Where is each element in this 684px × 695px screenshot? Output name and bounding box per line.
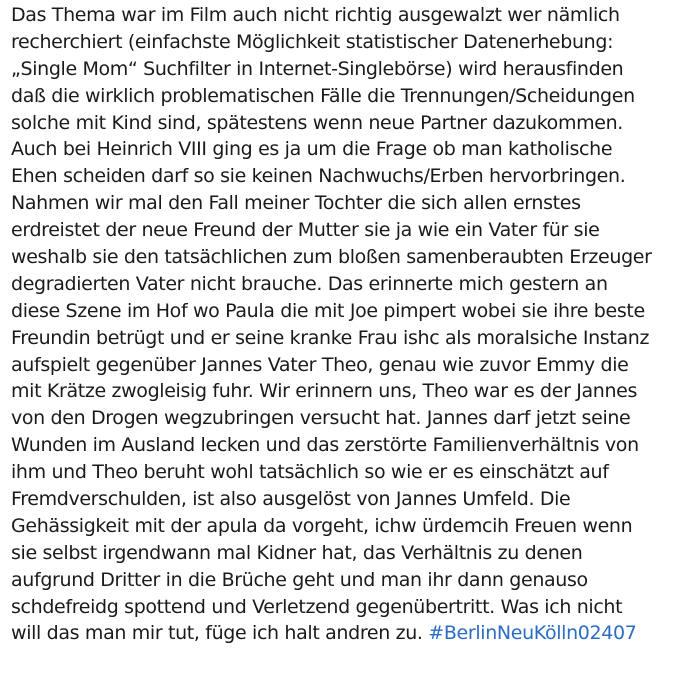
text-line: solche mit Kind sind, spätestens wenn neue Partner dazukommen. — [11, 111, 623, 134]
text-line: degradierten Vater nicht brauche. Das erinnerte mich gestern an — [11, 272, 608, 295]
text-line: aufgrund Dritter in die Brüche geht und man ihr dann genauso — [11, 568, 588, 591]
text-line: von den Drogen wegzubringen versucht hat. Jannes darf jetzt seine — [11, 407, 631, 430]
text-line: weshalb sie den tatsächlichen zum bloßen samenberaubten Erzeuger — [11, 246, 652, 269]
last-line-text: will das man mir tut, füge ich halt andren zu. — [11, 622, 429, 645]
text-line: diese Szene im Hof wo Paula die mit Joe pimpert wobei sie ihre beste — [11, 299, 645, 322]
text-line: ihm und Theo beruht wohl tatsächlich so wie er es einschätzt auf — [11, 461, 609, 484]
text-line: aufspielt gegenüber Jannes Vater Theo, genau wie zuvor Emmy die — [11, 353, 629, 376]
text-line: Das Thema war im Film auch nicht richtig ausgewalzt wer nämlich — [11, 4, 620, 26]
text-line: schdefreidg spottend und Verletzend gegenübertritt. Was ich nicht — [11, 595, 623, 618]
text-line: Ehen scheiden darf so sie keinen Nachwuchs/Erben hervorbringen. — [11, 165, 626, 188]
text-line: sie selbst irgendwann mal Kidner hat, das Verhältnis zu denen — [11, 541, 583, 564]
text-line: Gehässigkeit mit der apula da vorgeht, ichw ürdemcih Freuen wenn — [11, 514, 633, 537]
text-line: daß die wirklich problematischen Fälle die Trennungen/Scheidungen — [11, 84, 635, 107]
text-line: Wunden im Ausland lecken und das zerstörte Familienverhältnis von — [11, 434, 639, 457]
post-text — [11, 2, 681, 647]
text-line: „Single Mom“ Suchfilter in Internet-Singlebörse) wird herausfinden — [11, 57, 624, 80]
text-line: Nahmen wir mal den Fall meiner Tochter die sich allen ernstes — [11, 192, 581, 215]
text-line: erdreistet der neue Freund der Mutter sie ja wie ein Vater für sie — [11, 219, 600, 242]
text-line: Freundin betrügt und er seine kranke Frau ishc als moralsiche Instanz — [11, 326, 650, 349]
text-line: Fremdverschulden, ist also ausgelöst von Jannes Umfeld. Die — [11, 488, 571, 511]
hashtag-link[interactable]: #BerlinNeuKölln02407 — [428, 622, 637, 645]
text-line: recherchiert (einfachste Möglichkeit statistischer Datenerhebung: — [11, 30, 614, 53]
text-line: Auch bei Heinrich VIII ging es ja um die Frage ob man katholische — [11, 138, 613, 161]
text-line-last — [11, 620, 681, 647]
text-line: mit Krätze zwogleisig fuhr. Wir erinnern uns, Theo war es der Jannes — [11, 380, 638, 403]
